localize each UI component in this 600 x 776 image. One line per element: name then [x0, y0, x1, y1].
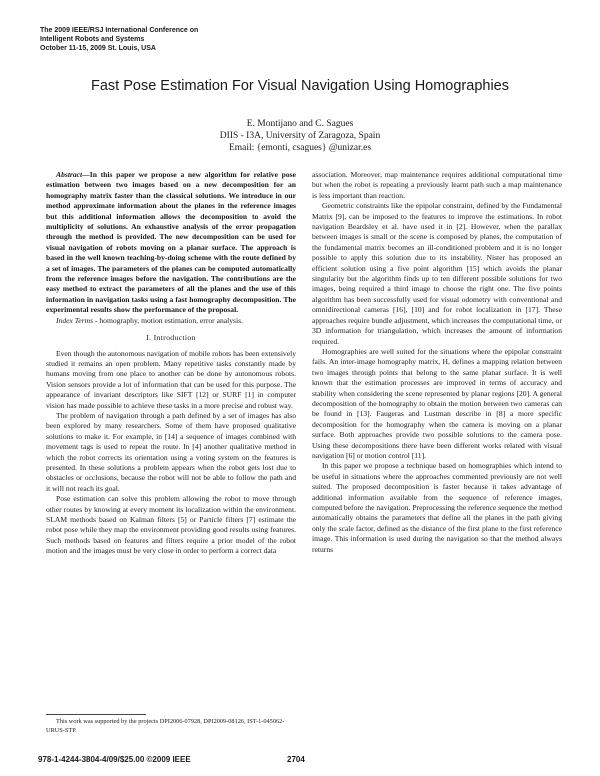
paragraph: Even though the autonomous navigation of mobile robots has been extensively studied it remains an open problem. Many repetitive tasks constantly made by humans moving from one place to another can be done by autonomous robots. Vision sensors provide a lot of information that can be used for this purpose. The appearance of invariant descriptors like SIFT [12] or SURF [1] in computer vision has made possible to achieve these tasks in a more precise and robust way. [46, 348, 296, 410]
abstract-dash: — [82, 170, 90, 179]
left-column [46, 170, 296, 557]
abstract-label: Abstract [56, 170, 83, 179]
abstract [46, 170, 296, 316]
conference-line: The 2009 IEEE/RSJ International Conference on [40, 27, 199, 34]
authors: E. Montijano and C. Sagues [246, 119, 354, 129]
index-terms-label: Index Terms [56, 315, 94, 325]
isbn-footer: 978-1-4244-3804-4/09/$25.00 ©2009 IEEE [38, 755, 191, 764]
paragraph: Pose estimation can solve this problem allowing the robot to move through other routes by knowing at every moment its localization within the environment. SLAM methods based on Kalman filters [5] or Particle filters [7] estimate the robot pose while they map the environment providing good results using features. Such methods based on features and filters require a prior model of the robot motion and the images must be very close in order to perform a correct data [46, 494, 296, 556]
footnote-text: This work was supported by the projects DPI2006-07928, DPI2009-08126, IST-1-045062-URUS-STP. [46, 718, 285, 734]
paragraph: In this paper we propose a technique based on homographies which intend to be useful in situations where the approaches commented previously are not well suited. The proposed decomposition is faster because it takes advantage of additional information available from the sequence of reference images, computed before the navigation. Preprocessing the reference sequence the method automatically obtains the parameters that define all the planes in the path giving only the scale factor, defined as the distance of the first plane to the first reference image. This information is used during the navigation so that the method always returns [312, 461, 562, 554]
conference-header [40, 26, 198, 53]
index-terms-text: - homography, motion estimation, error analysis. [93, 315, 243, 325]
page-number: 2704 [287, 755, 305, 764]
author-block [0, 118, 600, 154]
paragraph: Geometric constraints like the epipolar constraint, defined by the Fundamental Matrix [9], can be imposed to the features to improve the estimations. In robot navigation Beardsley et al. have used it in [2]. However, when the parallax between images is small or the scene is composed by planes, the computation of the fundamental matrix becomes an ill-conditioned problem and it is no longer possible to apply this solution due to its instability. Nister has proposed an efficient solution using a five point algorithm [15] which avoids the planar singularity but the algorithm finds up to ten different possible solutions for two images, being required a third image to choose the right one. The five points algorithm has been successfully used for visual odometry with conventional and omnidirectional cameras [16], [10] and for robot localization in [17]. These approaches require bundle adjustment, which increases the computational time, or 3D information for triangulation, which increases the amount of information required. [312, 201, 562, 346]
paper-title: Fast Pose Estimation For Visual Navigation Using Homographies [90, 78, 509, 94]
affiliation: DIIS - I3A, University of Zaragoza, Spain [219, 131, 381, 141]
index-terms [46, 316, 296, 326]
paragraph: association. Moreover, map maintenance requires additional computational time but when the robot is repeating a previously learnt path such a map maintenance is less important than reaction. [312, 170, 562, 200]
conference-line: October 11-15, 2009 St. Louis, USA [40, 45, 156, 52]
paragraph: Homographies are well suited for the situations where the epipolar constraint fails. An inter-image homography matrix, H, defines a mapping relation between two images through points that belong to the same planar surface. It is well known that the estimation processes are improved in terms of accuracy and stability when considering the scene represented by planar regions [20]. A general decomposition of the homography to obtain the motion between two cameras can be found in [13]. Faugeras and Lustman describe in [8] a more specific decomposition for the homography when the camera is moving on a planar surface. Both approaches provide two possible solutions to the camera pose. Using these decompositions there have been different works related with visual navigation [6] or motion control [11]. [312, 346, 562, 460]
footnote [46, 718, 296, 735]
paragraph: The problem of navigation through a path defined by a set of images has also been explored by many researchers. Some of them have proposed qualitative solutions to make it. For example, in [14] a sequence of images combined with movement tags is used to repeat the route. In [4] another qualitative method in which the robot corrects its orientation using a voting system on the features is presented. In these solutions a problem appears when the robot gets lost due to obstacles or occlusions, because the robot will not be able to follow the path and it will not reach its goal. [46, 410, 296, 493]
right-column [312, 170, 562, 555]
footnote-rule [46, 714, 146, 715]
conference-line: Intelligent Robots and Systems [40, 36, 145, 43]
email: Email: {emonti, csagues} @unizar.es [228, 143, 372, 153]
abstract-text: In this paper we propose a new algorithm for relative pose estimation between two images based on a new decomposition for an homography matrix faster than the classical solutions. We introduce in our method approximate information about the planes in the reference images but this additional information allows the decomposition to avoid the multiplicity of solutions. An exhaustive analysis of the error propagation through the method is provided. The new decomposition can be used for visual navigation of robots moving on a planar surface. The approach is based in the well known teaching-by-doing scheme with the route defined by a set of images. The parameters of the planes can be computed automatically from the reference images before the navigation. The contributions are the easy method to extract the parameters of all the planes and the use of this information in navigation tasks using a fast homography decomposition. The experimental results show the performance of the proposal. [46, 170, 296, 315]
section-heading: I. Introduction [146, 333, 196, 343]
